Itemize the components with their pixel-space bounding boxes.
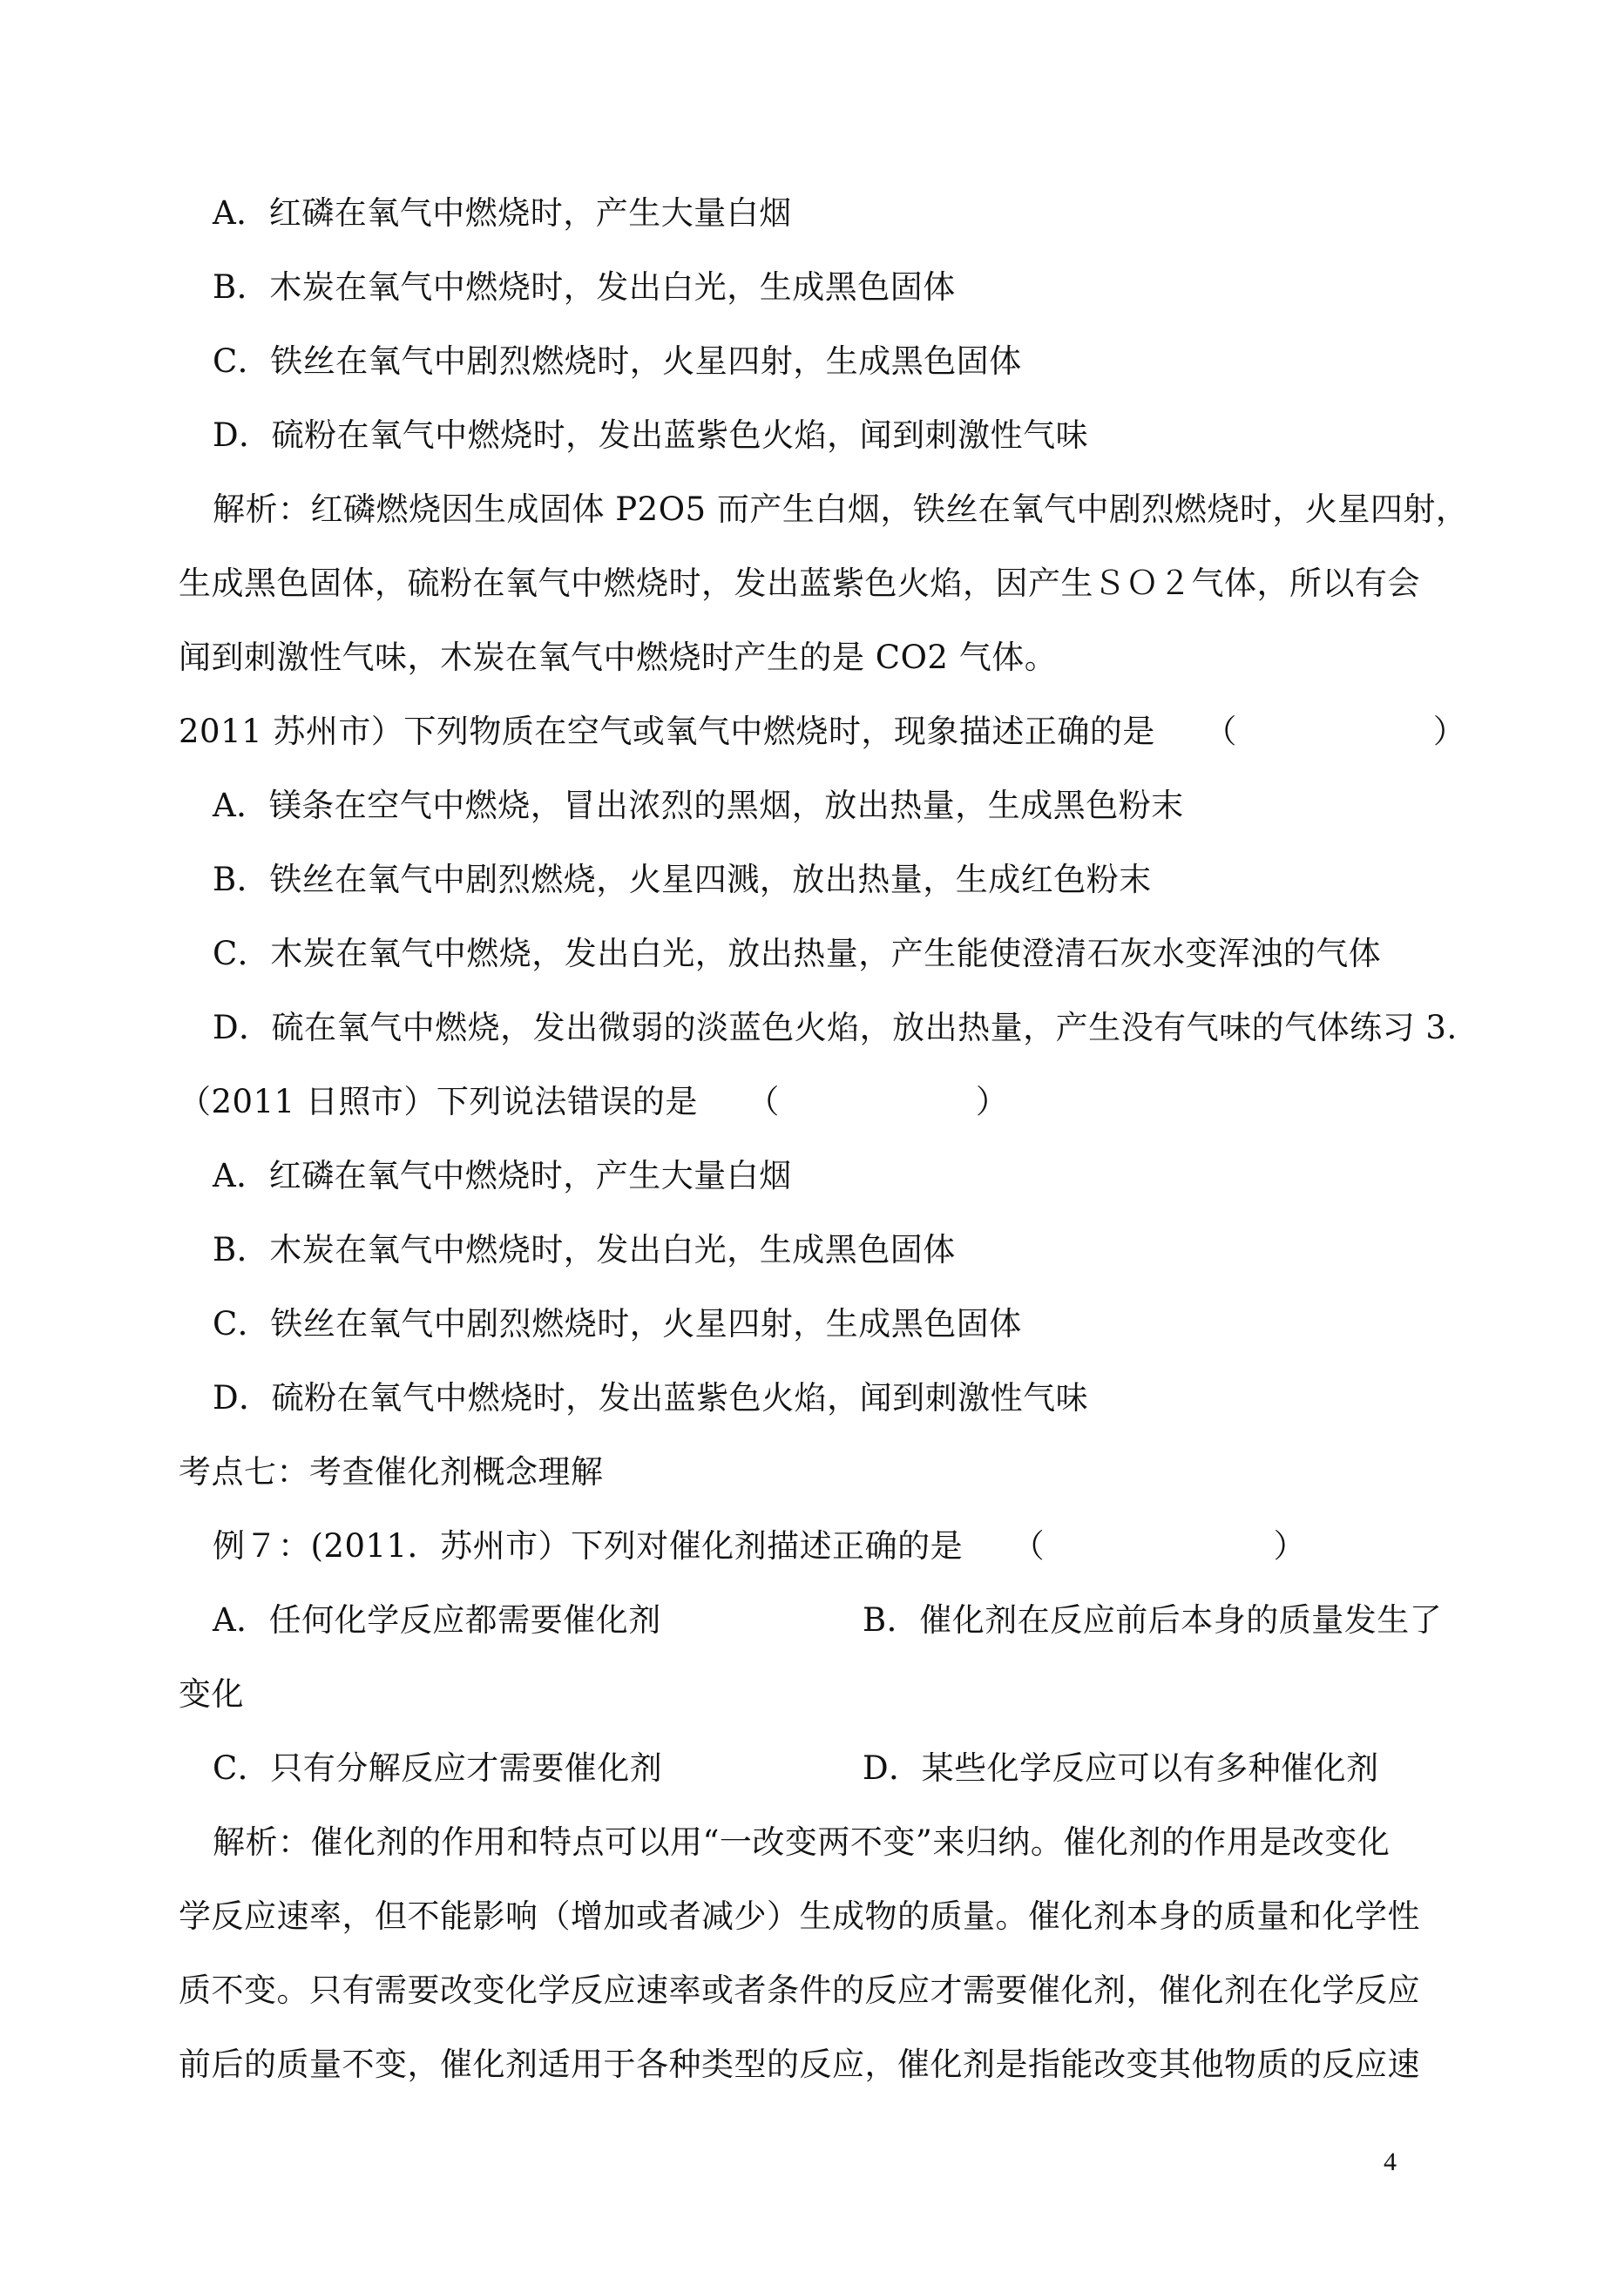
option-d-line: D．硫粉在氧气中燃烧时，发出蓝紫色火焰，闻到刺激性气味 bbox=[213, 1379, 1089, 1417]
option-a-line: A．任何化学反应都需要催化剂 bbox=[213, 1601, 661, 1639]
analysis-line-1: 解析：催化剂的作用和特点可以用“一改变两不变”来归纳。催化剂的作用是改变化 bbox=[213, 1823, 1391, 1861]
analysis-line-3: 质不变。只有需要改变化学反应速率或者条件的反应才需要催化剂，催化剂在化学反应 bbox=[179, 1972, 1420, 2009]
option-a-line: A．镁条在空气中燃烧，冒出浓烈的黑烟，放出热量，生成黑色粉末 bbox=[213, 787, 1184, 824]
option-c-line: C．木炭在氧气中燃烧，发出白光，放出热量，产生能使澄清石灰水变浑浊的气体 bbox=[213, 935, 1382, 972]
analysis-line-2: 生成黑色固体，硫粉在氧气中燃烧时，发出蓝紫色火焰，因产生ＳＯ２气体，所以有会 bbox=[179, 565, 1420, 602]
option-b-line: B．木炭在氧气中燃烧时，发出白光，生成黑色固体 bbox=[213, 268, 956, 306]
option-a-line: A．红磷在氧气中燃烧时，产生大量白烟 bbox=[213, 1157, 792, 1194]
page-number: 4 bbox=[1384, 2148, 1397, 2176]
question-line: （2011 日照市）下列说法错误的是 （ ） bbox=[179, 1083, 1009, 1120]
option-c-line: C．只有分解反应才需要催化剂 bbox=[213, 1749, 663, 1787]
option-b-continuation: 变化 bbox=[179, 1675, 244, 1713]
section-heading: 考点七：考查催化剂概念理解 bbox=[179, 1453, 604, 1491]
analysis-line-4: 前后的质量不变，催化剂适用于各种类型的反应，催化剂是指能改变其他物质的反应速 bbox=[179, 2046, 1420, 2083]
analysis-line-1: 解析：红磷燃烧因生成固体 P2O5 而产生白烟，铁丝在氧气中剧烈燃烧时，火星四射， bbox=[213, 490, 1469, 528]
option-b-line: B．木炭在氧气中燃烧时，发出白光，生成黑色固体 bbox=[213, 1231, 956, 1268]
analysis-line-3: 闻到刺激性气味，木炭在氧气中燃烧时产生的是 CO2 气体。 bbox=[179, 639, 1058, 676]
option-d-line: D．硫粉在氧气中燃烧时，发出蓝紫色火焰，闻到刺激性气味 bbox=[213, 416, 1089, 454]
option-d-line: D．硫在氧气中燃烧，发出微弱的淡蓝色火焰，放出热量，产生没有气味的气体练习 3. bbox=[213, 1009, 1458, 1046]
example-question-line: 例７：(2011．苏州市）下列对催化剂描述正确的是 （ ） bbox=[213, 1527, 1307, 1565]
option-b-line: B．催化剂在反应前后本身的质量发生了 bbox=[863, 1601, 1443, 1639]
option-c-line: C．铁丝在氧气中剧烈燃烧时，火星四射，生成黑色固体 bbox=[213, 1305, 1022, 1343]
analysis-line-2: 学反应速率，但不能影响（增加或者减少）生成物的质量。催化剂本身的质量和化学性 bbox=[179, 1897, 1420, 1935]
option-b-line: B．铁丝在氧气中剧烈燃烧，火星四溅，放出热量，生成红色粉末 bbox=[213, 861, 1152, 898]
option-c-line: C．铁丝在氧气中剧烈燃烧时，火星四射，生成黑色固体 bbox=[213, 342, 1022, 380]
option-a-line: A．红磷在氧气中燃烧时，产生大量白烟 bbox=[213, 194, 792, 232]
question-line: 2011 苏州市）下列物质在空气或氧气中燃烧时，现象描述正确的是 （ ） bbox=[179, 713, 1466, 750]
option-d-line: D．某些化学反应可以有多种催化剂 bbox=[863, 1749, 1379, 1787]
